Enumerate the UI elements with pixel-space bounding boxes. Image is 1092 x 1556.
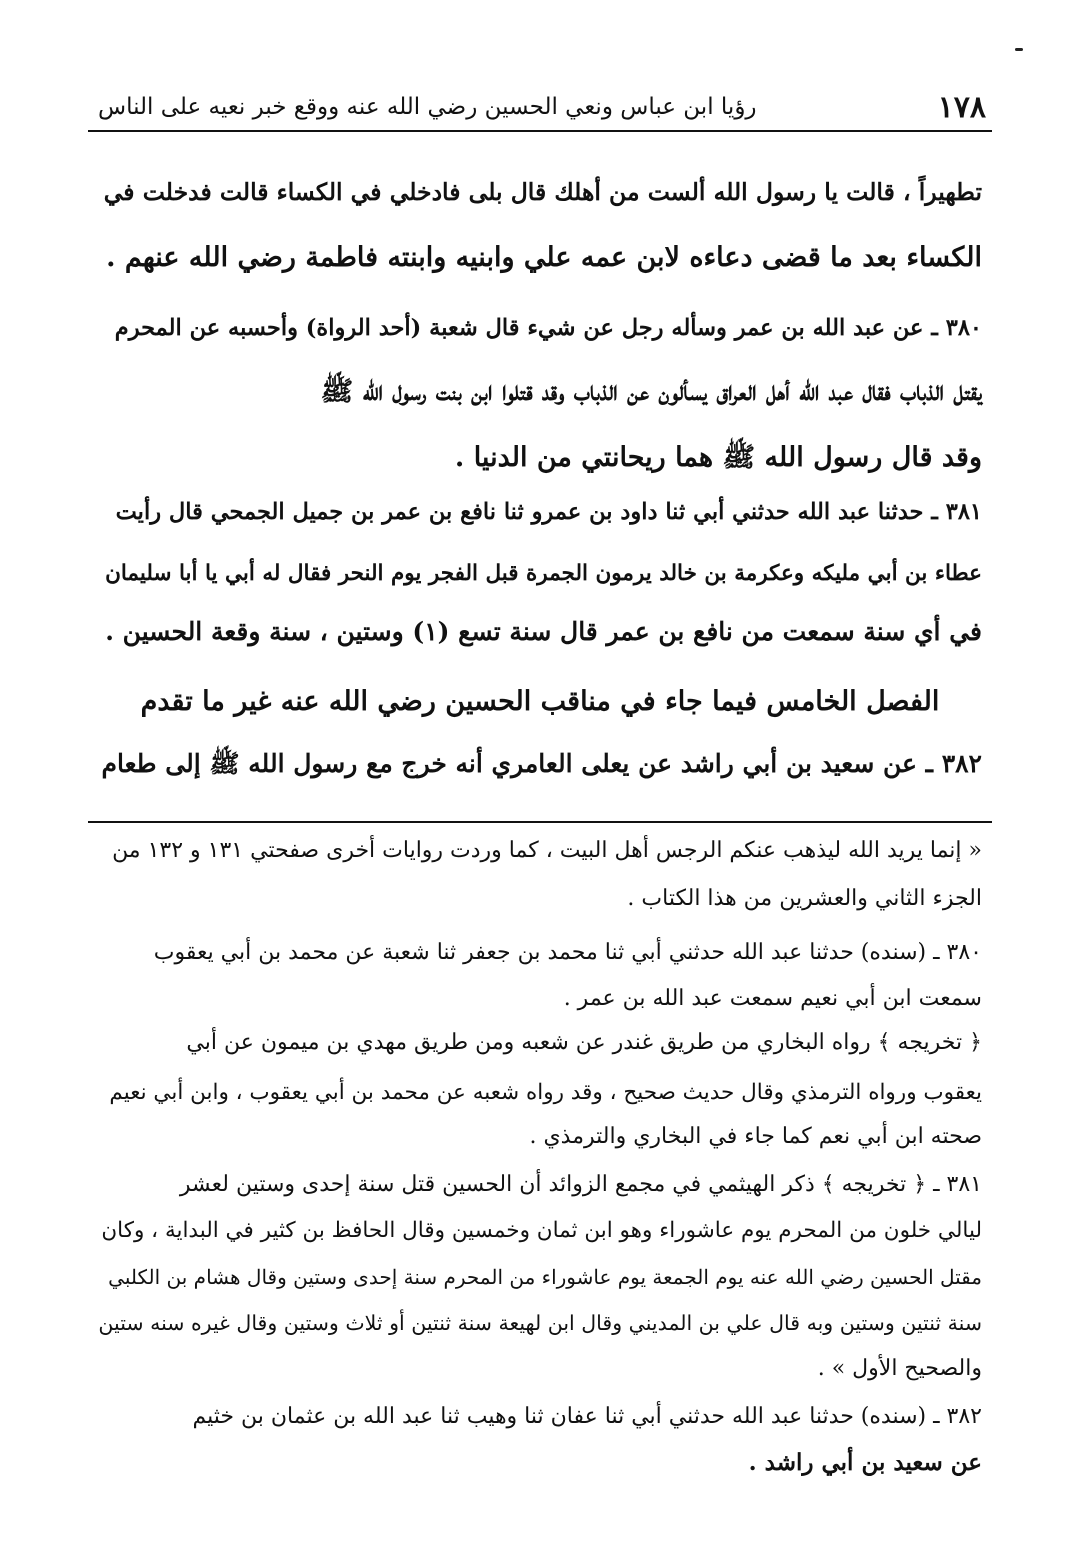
footnote-line: ٣٨١ ـ ﴿ تخريجه ﴾ ذكر الهيثمي في مجمع الزوائد أن الحسين قتل سنة إحدى وستين لعشر — [179, 1172, 982, 1197]
page-number: ١٧٨ — [937, 90, 986, 125]
text-line: وقد قال رسول الله ﷺ هما ريحانتي من الدنيا . — [454, 442, 982, 473]
section-heading: الفصل الخامس فيما جاء في مناقب الحسين رضي الله عنه غير ما تقدم — [140, 686, 940, 717]
footnote-line: « إنما يريد الله ليذهب عنكم الرجس أهل البيت ، كما وردت روايات أخرى صفحتي ١٣١ و ١٣٢ من — [112, 838, 982, 863]
text-line: يقتل الذباب فقال عبد الله أهل العراق يسألون عن الذباب وقد قتلوا ابن بنت رسول الله ﷺ — [320, 376, 982, 407]
text-line: ٣٨٢ ـ عن سعيد بن أبي راشد عن يعلى العامري أنه خرج مع رسول الله ﷺ إلى طعام — [101, 749, 982, 778]
footnote-line: ﴿ تخريجه ﴾ رواه البخاري من طريق غندر عن شعبه ومن طريق مهدي بن ميمون عن أبي — [186, 1030, 982, 1055]
text-line: تطهيراً ، قالت يا رسول الله ألست من أهلك قال بلى فادخلي في الكساء قالت فدخلت في — [103, 178, 982, 206]
footnote-line: يعقوب ورواه الترمذي وقال حديث صحيح ، وقد رواه شعبه عن محمد بن أبي يعقوب ، وابن أبي نعيم — [109, 1080, 982, 1105]
footnote-line: عن سعيد بن أبي راشد . — [748, 1449, 982, 1476]
text-line: في أي سنة سمعت من نافع بن عمر قال سنة تسع (١) وستين ، سنة وقعة الحسين . — [105, 617, 982, 646]
running-title: رؤيا ابن عباس ونعي الحسين رضي الله عنه ووقع خبر نعيه على الناس — [98, 94, 757, 120]
footnote-line: ٣٨٠ ـ (سنده) حدثنا عبد الله حدثني أبي ثنا محمد بن جعفر ثنا شعبة عن محمد بن أبي يعقوب — [153, 940, 982, 965]
footnote-line: سنة ثنتين وستين وبه قال علي بن المديني وقال ابن لهيعة سنة ثنتين أو ثلاث وستين وقال غيره سنه ستين — [98, 1311, 982, 1335]
page-header — [88, 86, 992, 132]
footnote-line: مقتل الحسين رضي الله عنه يوم الجمعة يوم عاشوراء من المحرم سنة إحدى وستين وقال هشام بن الكلبي — [108, 1265, 982, 1289]
text-line: الكساء بعد ما قضى دعاءه لابن عمه علي وابنيه وابنته فاطمة رضي الله عنهم . — [106, 242, 982, 273]
footnote-line: الجزء الثاني والعشرين من هذا الكتاب . — [627, 886, 982, 911]
footnotes — [98, 826, 982, 1526]
footnote-line: سمعت ابن أبي نعيم سمعت عبد الله بن عمر . — [563, 986, 982, 1011]
footnote-line: صحته ابن أبي نعم كما جاء في البخاري والترمذي . — [529, 1124, 982, 1149]
footnote-line: ليالي خلون من المحرم يوم عاشوراء وهو ابن ثمان وخمسين وقال الحافظ بن كثير في البداية ، وكان — [101, 1218, 982, 1243]
footnote-line: والصحيح الأول » . — [817, 1356, 982, 1381]
text-line: ٣٨١ ـ حدثنا عبد الله حدثني أبي ثنا داود بن عمرو ثنا نافع بن عمر بن جميل الجمحي قال رأيت — [115, 499, 982, 525]
text-line: عطاء بن أبي مليكه وعكرمة بن خالد يرمون الجمرة قبل الفجر يوم النحر فقال له أبي يا أبا سليمان — [105, 561, 982, 586]
footnote-line: ٣٨٢ ـ (سنده) حدثنا عبد الله حدثني أبي ثنا عفان ثنا وهيب ثنا عبد الله بن عثمان بن خثيم — [192, 1404, 982, 1429]
text-line: ٣٨٠ ـ عن عبد الله بن عمر وسأله رجل عن شيء قال شعبة (أحد الرواة) وأحسبه عن المحرم — [114, 315, 982, 341]
main-text — [98, 150, 982, 810]
ink-speck — [1015, 48, 1023, 51]
footnote-divider — [88, 821, 992, 823]
